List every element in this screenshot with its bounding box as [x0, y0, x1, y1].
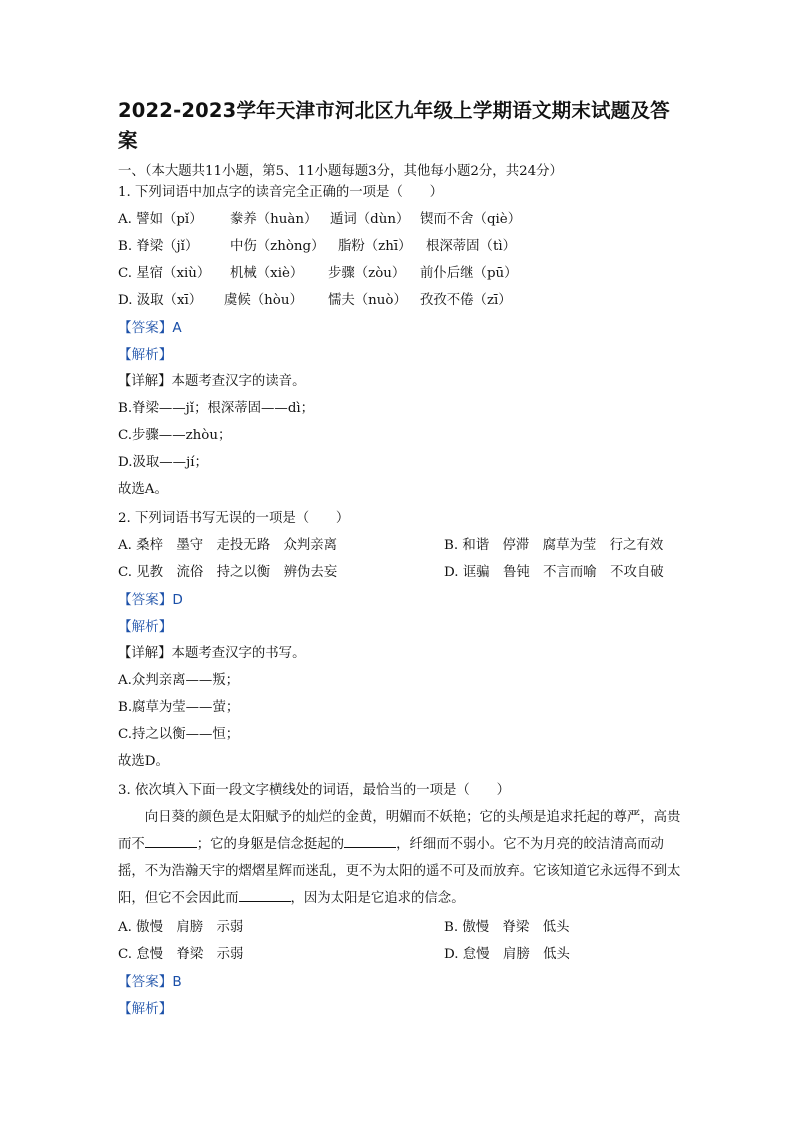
q2-option-c: C. 见教 流俗 持之以衡 辨伪去妄: [118, 565, 338, 580]
q2-stem: 2. 下列词语书写无误的一项是（ ）: [118, 511, 350, 526]
q3-analysis-label: 【解析】: [118, 1001, 173, 1017]
q1-c-3: 步骤（zòu）: [328, 266, 406, 281]
q1-a-1: A. 譬如（pǐ）: [118, 212, 203, 227]
q1-d-4: 孜孜不倦（zī）: [420, 293, 512, 308]
q2-answer: 【答案】D: [118, 592, 183, 608]
q1-b-4: 根深蒂固（tì）: [426, 239, 517, 254]
q2-detail: 【详解】本题考查汉字的书写。: [118, 646, 306, 661]
q2-choice: 故选D。: [118, 754, 169, 769]
q2-detail-c: C.持之以衡——恒；: [118, 727, 240, 742]
q1-c-1: C. 星宿（xiù）: [118, 266, 211, 281]
q3-passage: [118, 804, 683, 912]
q1-a-3: 遁词（dùn）: [330, 212, 410, 227]
q3-passage-3: ，纤细而不弱小。它不为月亮的皎洁清高而动摇，不为浩瀚天宇的熠熠星辉而迷乱，更不为太阳的遥不可及而放弃。它该知道它永远得不到太阳，但它不会因此而: [118, 837, 681, 906]
blank-1: [145, 835, 197, 848]
q1-a-2: 豢养（huàn）: [230, 212, 318, 227]
q1-detail-b: B.脊梁——jǐ；根深蒂固——dì；: [118, 401, 315, 416]
q2-analysis-label: 【解析】: [118, 619, 173, 635]
q1-detail-c: C.步骤——zhòu；: [118, 428, 232, 443]
q3-option-d: D. 怠慢 肩膀 低头: [444, 947, 570, 962]
q1-d-1: D. 汲取（xī）: [118, 293, 203, 308]
q1-stem: 1. 下列词语中加点字的读音完全正确的一项是（ ）: [118, 185, 444, 200]
blank-2: [344, 835, 396, 848]
q3-option-c: C. 怠慢 脊梁 示弱: [118, 947, 244, 962]
q1-b-2: 中伤（zhòng）: [230, 239, 325, 254]
q3-passage-1: 向日葵的颜色是太阳赋予的灿烂的金黄，明媚而不妖艳；它的头颅是追求托起的尊严，高贵而不: [118, 810, 681, 852]
q1-c-2: 机械（xiè）: [230, 266, 304, 281]
q1-d-2: 虞候（hòu）: [224, 293, 303, 308]
q3-stem: 3. 依次填入下面一段文字横线处的词语，最恰当的一项是（ ）: [118, 783, 510, 798]
q2-option-d: D. 诓骗 鲁钝 不言而喻 不攻自破: [444, 565, 664, 580]
q1-c-4: 前仆后继（pū）: [420, 266, 518, 281]
q2-option-b: B. 和谐 停滞 腐草为莹 行之有效: [444, 538, 664, 553]
q1-d-3: 懦夫（nuò）: [328, 293, 407, 308]
q1-b-3: 脂粉（zhī）: [338, 239, 412, 254]
q1-b-1: B. 脊梁（jǐ）: [118, 239, 199, 254]
q2-detail-a: A.众判亲离——叛；: [118, 673, 240, 688]
q1-analysis-label: 【解析】: [118, 347, 173, 363]
q3-passage-2: ；它的身躯是信念挺起的: [196, 837, 345, 852]
q2-detail-b: B.腐草为莹——萤；: [118, 700, 240, 715]
q1-answer: 【答案】A: [118, 320, 182, 336]
q3-option-b: B. 傲慢 脊梁 低头: [444, 920, 570, 935]
q3-answer: 【答案】B: [118, 974, 182, 990]
q1-detail-d: D.汲取——jí；: [118, 455, 208, 470]
q1-detail: 【详解】本题考查汉字的读音。: [118, 374, 306, 389]
q3-option-a: A. 傲慢 肩膀 示弱: [118, 920, 244, 935]
q3-passage-4: ，因为太阳是它追求的信念。: [290, 891, 465, 906]
blank-3: [239, 889, 291, 902]
q1-choice: 故选A。: [118, 482, 168, 497]
section-header: 一、（本大题共11小题，第5、11小题每题3分，其他每小题2分，共24分）: [118, 164, 563, 179]
q1-a-4: 锲而不舍（qiè）: [420, 212, 522, 227]
q2-option-a: A. 桑梓 墨守 走投无路 众判亲离: [118, 538, 338, 553]
document-title: 2022-2023学年天津市河北区九年级上学期语文期末试题及答案: [118, 99, 670, 152]
